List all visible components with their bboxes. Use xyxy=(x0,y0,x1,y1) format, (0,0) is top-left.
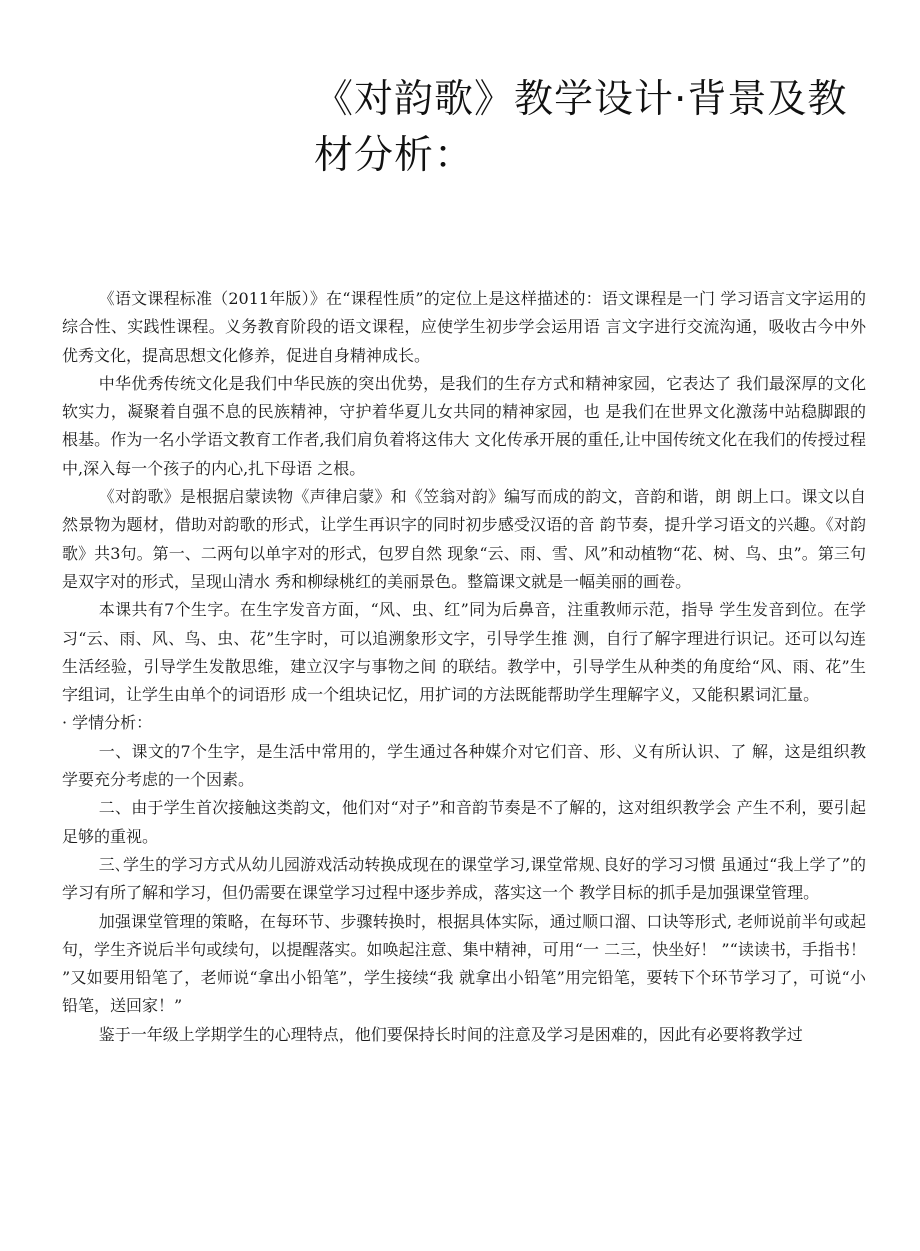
paragraph-classroom-management: 加强课堂管理的策略，在每环节、步骤转换时，根据具体实际，通过顺口溜、口诀等形式, 老师说前半句或起句，学生齐说后半句或续句，以提醒落实。如唤起注意、集中精神，可用“一 二三，快坐好！ ”“读读书，手指书！ ”又如要用铅笔了，老师说“拿出小铅笔”，学生接续“我 就拿出小铅笔”用完铅笔，要转下个环节学习了，可说“小铅笔，送回家！” xyxy=(62,911,866,1016)
title-line-1: 《对韵歌》教学设计·背景及教 xyxy=(314,77,848,122)
paragraph-attention-span: 鉴于一年级上学期学生的心理特点，他们要保持长时间的注意及学习是困难的，因此有必要将教学过 xyxy=(98,1024,803,1044)
paragraph-new-characters: 本课共有7个生字。在生字发音方面，“风、虫、红”同为后鼻音，注重教师示范，指导 学生发音到位。在学习“云、雨、风、鸟、虫、花”生字时，可以追溯象形文字，引导学生推 测，自行了解字理进行识记。还可以勾连生活经验，引导学生发散思维，建立汉字与事物之间 的联结。教学中，引导学生从种类的角度给“风、雨、花”生字组词，让学生由单个的词语形 成一个组块记忆，用扩词的方法既能帮助学生理解字义，又能积累词汇量。 xyxy=(62,600,866,705)
document-title xyxy=(314,72,854,184)
paragraph-point-three: 三､学生的学习方式从幼儿园游戏活动转换成现在的课堂学习,课堂常规､良好的学习习惯 虽通过“我上学了”的学习有所了解和学习，但仍需要在课堂学习过程中逐步养成，落实这一个 教学目标的抓手是加强课堂管理。 xyxy=(62,854,866,903)
paragraph-point-one: 一、课文的7个生字，是生活中常用的，学生通过各种媒介对它们音、形、义有所认识、了 解，这是组织教学要充分考虑的一个因素。 xyxy=(62,741,866,790)
section-heading-learner-analysis: · 学情分析： xyxy=(62,713,153,733)
paragraph-traditional-culture: 中华优秀传统文化是我们中华民族的突出优势，是我们的生存方式和精神家园，它表达了 我们最深厚的文化软实力，凝聚着自强不息的民族精神，守护着华夏儿女共同的精神家园，也 是我们在世界文化激荡中站稳脚跟的根基。作为一名小学语文教育工作者,我们肩负着将这伟大 文化传承开展的重任,让中国传统文化在我们的传授过程中,深入每一个孩子的内心,扎下母语 之根。 xyxy=(62,373,866,478)
paragraph-point-two: 二、由于学生首次接触这类韵文，他们对“对子”和音韵节奏是不了解的，这对组织教学会 产生不利，要引起足够的重视。 xyxy=(62,798,866,846)
paragraph-curriculum-standard: 《语文课程标准（2011年版）》在“课程性质”的定位上是这样描述的：语文课程是一门 学习语言文字运用的综合性、实践性课程。义务教育阶段的语文课程，应使学生初步学会运用语 言文字进行交流沟通，吸收古今中外优秀文化，提高思想文化修养，促进自身精神成长。 xyxy=(62,289,866,365)
paragraph-text-analysis: 《对韵歌》是根据启蒙读物《声律启蒙》和《笠翁对韵》编写而成的韵文，音韵和谐，朗 朗上口。课文以自然景物为题材，借助对韵歌的形式，让学生再识字的同时初步感受汉语的音 韵节奏，提升学习语文的兴趣。《对韵歌》共3句。第一、二两句以单字对的形式，包罗自然 现象“云、雨、雪、风”和动植物“花、树、鸟、虫”。第三句是双字对的形式，呈现山清水 秀和柳绿桃红的美丽景色。整篇课文就是一幅美丽的画卷。 xyxy=(62,487,866,591)
title-line-2: 材分析： xyxy=(314,133,475,178)
document-body xyxy=(62,285,866,1049)
